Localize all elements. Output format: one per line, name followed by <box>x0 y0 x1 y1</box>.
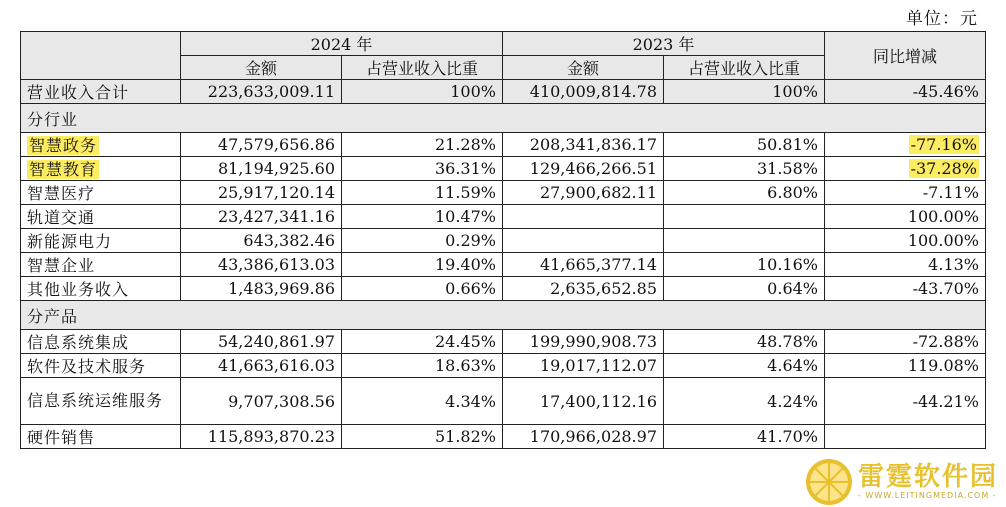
share-2024: 11.59% <box>342 181 503 205</box>
amount-2023: 41,665,377.14 <box>503 253 664 277</box>
share-2023: 31.58% <box>664 157 825 181</box>
header-share-2023: 占营业收入比重 <box>664 56 825 80</box>
table-row <box>21 229 986 253</box>
lemon-slice-icon <box>804 457 854 507</box>
share-2023: 4.24% <box>664 378 825 425</box>
amount-2023: 2,635,652.85 <box>503 277 664 301</box>
share-2024: 100% <box>342 80 503 104</box>
watermark-logo <box>804 456 1004 507</box>
yoy-change: -72.88% <box>825 330 986 354</box>
yoy-change: -43.70% <box>825 277 986 301</box>
section-row-industry <box>21 104 986 133</box>
row-label: 硬件销售 <box>21 425 181 449</box>
share-2024: 21.28% <box>342 133 503 157</box>
row-label: 软件及技术服务 <box>21 354 181 378</box>
table-row <box>21 157 986 181</box>
amount-2023 <box>503 229 664 253</box>
row-label: 信息系统运维服务 <box>21 378 181 425</box>
header-year-2024: 2024 年 <box>181 32 503 56</box>
amount-2024: 47,579,656.86 <box>181 133 342 157</box>
share-2023: 100% <box>664 80 825 104</box>
share-2024: 19.40% <box>342 253 503 277</box>
share-2023: 10.16% <box>664 253 825 277</box>
amount-2024: 54,240,861.97 <box>181 330 342 354</box>
share-2023 <box>664 205 825 229</box>
row-label: 智慧企业 <box>21 253 181 277</box>
share-2023 <box>664 229 825 253</box>
amount-2023: 129,466,266.51 <box>503 157 664 181</box>
yoy-change-highlighted: -77.16% <box>910 135 977 154</box>
table-row <box>21 425 986 449</box>
row-label: 新能源电力 <box>21 229 181 253</box>
share-2024: 51.82% <box>342 425 503 449</box>
yoy-change: 119.08% <box>825 354 986 378</box>
table-row <box>21 378 986 425</box>
amount-2024: 643,382.46 <box>181 229 342 253</box>
yoy-change: -7.11% <box>825 181 986 205</box>
watermark-url: - WWW.LEITINGMEDIA.COM - <box>858 491 997 500</box>
amount-2024: 25,917,120.14 <box>181 181 342 205</box>
share-2024: 4.34% <box>342 378 503 425</box>
total-row <box>21 80 986 104</box>
amount-2024: 9,707,308.56 <box>181 378 342 425</box>
amount-2024: 43,386,613.03 <box>181 253 342 277</box>
share-2023: 6.80% <box>664 181 825 205</box>
yoy-change: 100.00% <box>825 229 986 253</box>
table-row <box>21 330 986 354</box>
header-yoy: 同比增减 <box>825 32 986 80</box>
yoy-change-highlighted: -37.28% <box>910 159 977 178</box>
revenue-table <box>20 31 986 449</box>
amount-2023: 19,017,112.07 <box>503 354 664 378</box>
row-label: 轨道交通 <box>21 205 181 229</box>
section-label: 分行业 <box>21 104 986 133</box>
share-2024: 10.47% <box>342 205 503 229</box>
share-2023: 0.64% <box>664 277 825 301</box>
amount-2024: 23,427,341.16 <box>181 205 342 229</box>
amount-2023: 17,400,112.16 <box>503 378 664 425</box>
amount-2023: 27,900,682.11 <box>503 181 664 205</box>
row-label-highlighted: 智慧政务 <box>29 136 98 155</box>
yoy-change: 100.00% <box>825 205 986 229</box>
amount-2024: 223,633,009.11 <box>181 80 342 104</box>
yoy-change: 4.13% <box>825 253 986 277</box>
share-2024: 24.45% <box>342 330 503 354</box>
amount-2023: 208,341,836.17 <box>503 133 664 157</box>
share-2023: 50.81% <box>664 133 825 157</box>
row-label: 智慧医疗 <box>21 181 181 205</box>
row-label: 营业收入合计 <box>21 80 181 104</box>
share-2024: 18.63% <box>342 354 503 378</box>
amount-2024: 41,663,616.03 <box>181 354 342 378</box>
table-row <box>21 253 986 277</box>
amount-2023: 170,966,028.97 <box>503 425 664 449</box>
yoy-change: -44.21% <box>825 378 986 425</box>
section-row-product <box>21 301 986 330</box>
amount-2023: 410,009,814.78 <box>503 80 664 104</box>
corner-header <box>21 32 181 80</box>
amount-2024: 1,483,969.86 <box>181 277 342 301</box>
section-label: 分产品 <box>21 301 986 330</box>
share-2023: 41.70% <box>664 425 825 449</box>
row-label: 信息系统集成 <box>21 330 181 354</box>
row-label-highlighted: 智慧教育 <box>29 160 98 179</box>
table-row <box>21 277 986 301</box>
share-2023: 4.64% <box>664 354 825 378</box>
watermark-name: 雷霆软件园 <box>858 462 999 492</box>
amount-2024: 115,893,870.23 <box>181 425 342 449</box>
header-amount-2023: 金额 <box>503 56 664 80</box>
row-label: 其他业务收入 <box>21 277 181 301</box>
table-row <box>21 133 986 157</box>
amount-2023: 199,990,908.73 <box>503 330 664 354</box>
yoy-change: -45.46% <box>825 80 986 104</box>
share-2024: 0.29% <box>342 229 503 253</box>
unit-label: 单位：元 <box>906 9 978 29</box>
amount-2024: 81,194,925.60 <box>181 157 342 181</box>
table-row <box>21 205 986 229</box>
share-2023: 48.78% <box>664 330 825 354</box>
amount-2023 <box>503 205 664 229</box>
table-row <box>21 354 986 378</box>
share-2024: 0.66% <box>342 277 503 301</box>
yoy-change <box>825 425 986 449</box>
header-year-2023: 2023 年 <box>503 32 825 56</box>
header-share-2024: 占营业收入比重 <box>342 56 503 80</box>
share-2024: 36.31% <box>342 157 503 181</box>
table-row <box>21 181 986 205</box>
header-amount-2024: 金额 <box>181 56 342 80</box>
